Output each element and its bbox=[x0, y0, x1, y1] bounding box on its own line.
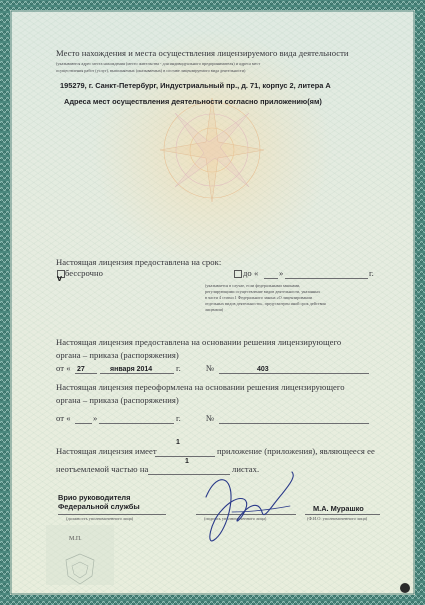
location-note-1: (указываются адрес места нахождения (место жительства - для индивидуального предпринимателя) и адреса мест bbox=[56, 61, 261, 66]
term-note-2: регулирующими осуществление видов деятельности, указанных bbox=[205, 289, 321, 294]
decision-day: 27 bbox=[77, 366, 85, 373]
official-name: М.А. Мурашко bbox=[313, 504, 364, 513]
decision-g: г. bbox=[176, 363, 181, 373]
decision-month-year: января 2014 bbox=[110, 366, 153, 373]
reissue-g: г. bbox=[176, 413, 181, 423]
term-note-4: отдельных видов деятельности», предусмотрен иной срок действия bbox=[205, 301, 326, 306]
location-note-2: осуществления работ (услуг), выполняемых (оказываемых) в составе лицензируемого вида деятельности) bbox=[56, 68, 246, 73]
stamp-label: М.П. bbox=[69, 536, 82, 542]
term-note-3: в части 4 статьи 1 Федерального закона «О лицензировании bbox=[205, 295, 312, 300]
decision-number: 403 bbox=[257, 366, 269, 373]
position-line-2: Федеральной службы bbox=[58, 502, 140, 511]
indefinite-label: бессрочно bbox=[65, 268, 103, 278]
position-caption: (должность уполномоченного лица) bbox=[66, 516, 134, 521]
reissue-from: от « bbox=[56, 413, 71, 423]
annex-has: Настоящая лицензия имеет bbox=[56, 446, 157, 456]
location-heading: Место нахождения и места осуществления лицензируемого вида деятельности bbox=[56, 48, 349, 58]
sign-caption: (подпись уполномоченного лица) bbox=[204, 516, 267, 521]
annex-sheets-word: листах. bbox=[232, 464, 260, 474]
annex-tail: приложение (приложения), являющееся ее bbox=[217, 446, 375, 456]
decision-from: от « bbox=[56, 363, 71, 373]
annex-count: 1 bbox=[176, 439, 180, 446]
position-line-1: Врио руководителя bbox=[58, 493, 131, 502]
reissue-quote: » bbox=[93, 413, 98, 423]
reissue-line-1: Настоящая лицензия переоформлена на основании решения лицензирующего bbox=[56, 382, 345, 392]
decision-line-1: Настоящая лицензия предоставлена на основании решения лицензирующего bbox=[56, 337, 342, 347]
places-note: Адреса мест осуществления деятельности согласно приложению(ям) bbox=[64, 97, 322, 106]
until-year: г. bbox=[369, 268, 374, 278]
until-label: до « bbox=[243, 268, 259, 278]
term-note-1: (указывается в случае, если федеральными законами, bbox=[205, 283, 301, 288]
decision-no: № bbox=[206, 363, 215, 373]
term-label: Настоящая лицензия предоставлена на срок: bbox=[56, 257, 222, 267]
address: 195279, г. Санкт-Петербург, Индустриальный пр., д. 71, корпус 2, литера А bbox=[60, 81, 331, 90]
check-mark: v bbox=[57, 273, 63, 283]
annex-part-of: неотъемлемой частью на bbox=[56, 464, 149, 474]
decision-line-2: органа – приказа (распоряжения) bbox=[56, 350, 179, 360]
reissue-no: № bbox=[206, 413, 215, 423]
until-quote: » bbox=[279, 268, 284, 278]
name-caption: (Ф.И.О. уполномоченного лица) bbox=[307, 516, 368, 521]
term-note-5: лицензии) bbox=[205, 307, 224, 312]
reissue-line-2: органа – приказа (распоряжения) bbox=[56, 395, 179, 405]
annex-sheets: 1 bbox=[185, 458, 189, 465]
